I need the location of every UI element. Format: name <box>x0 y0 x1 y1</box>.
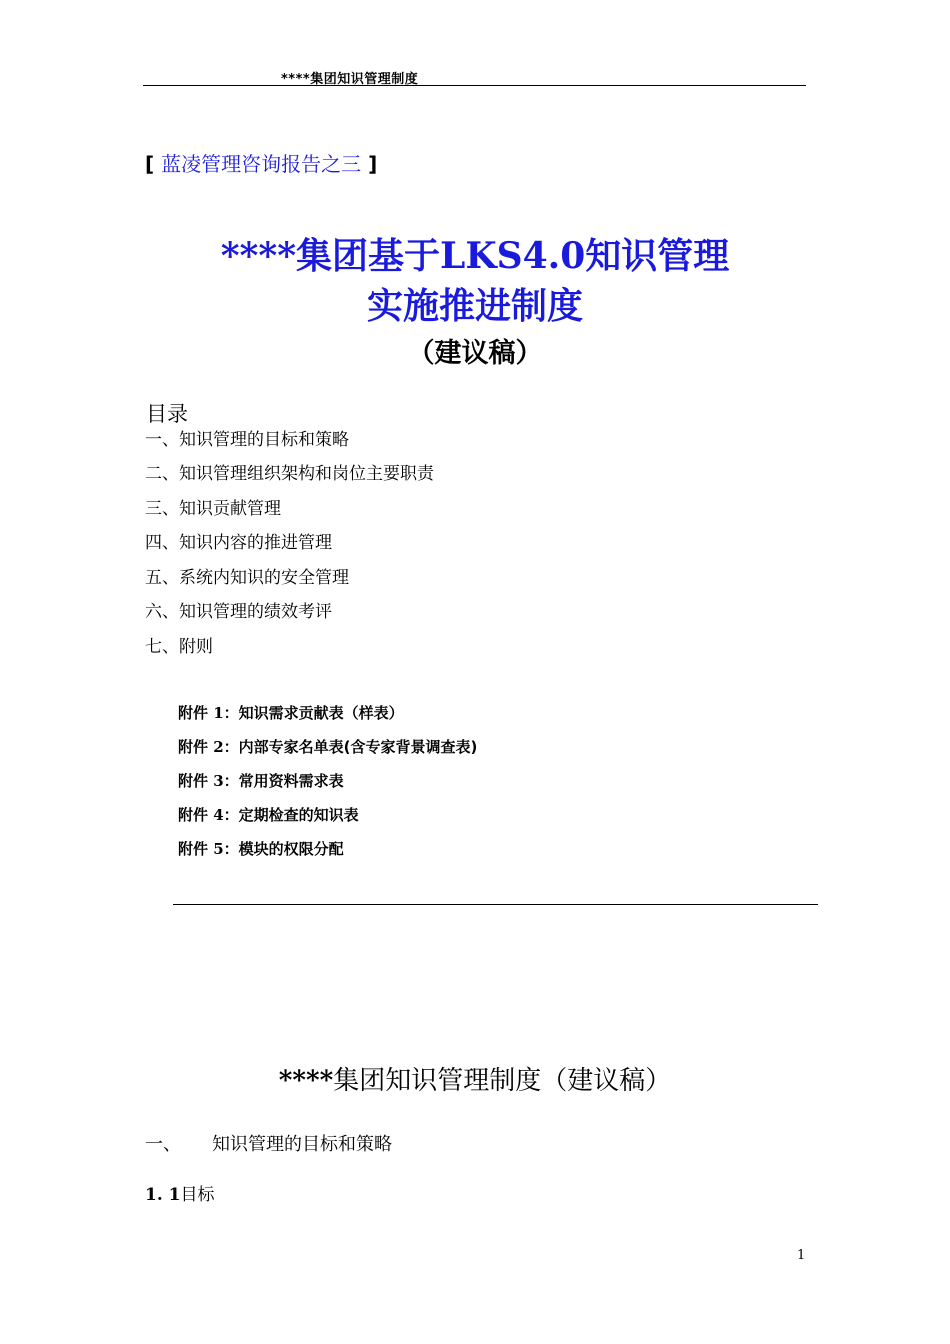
toc-item-2: 二、知识管理组织架构和岗位主要职责 <box>145 464 434 484</box>
toc-item-7: 七、附则 <box>145 637 213 657</box>
report-tag-name: 蓝凌管理咨询报告之三 <box>161 152 362 176</box>
main-title-stars: **** <box>278 1066 334 1096</box>
main-title <box>0 1060 950 1097</box>
section-number: 一、 <box>145 1134 181 1155</box>
document-title-line-1: ****集团基于LKS4.0知识管理 <box>220 235 730 277</box>
subsection-number: 1. 1 <box>145 1185 181 1205</box>
subsection-title: 目标 <box>180 1185 215 1205</box>
toc-item-6: 六、知识管理的绩效考评 <box>145 602 332 622</box>
annex-item-5 <box>178 838 344 859</box>
annex-item-2 <box>178 736 477 757</box>
report-tag <box>145 148 377 177</box>
section-divider <box>173 904 818 905</box>
page-number: 1 <box>797 1248 806 1263</box>
running-header: ****集团知识管理制度 <box>281 72 419 87</box>
subsection-heading <box>145 1180 215 1205</box>
annex-text: 定期检查的知识表 <box>238 806 359 824</box>
annex-label: 附件 3： <box>178 772 239 790</box>
annex-label: 附件 4： <box>178 806 239 824</box>
annex-text: 知识需求贡献表（样表） <box>238 704 404 722</box>
toc-item-4: 四、知识内容的推进管理 <box>145 533 332 553</box>
annex-label: 附件 1： <box>178 704 239 722</box>
annex-text: 模块的权限分配 <box>238 840 344 858</box>
toc-heading: 目录 <box>146 402 188 426</box>
document-title-line-2: 实施推进制度 <box>366 285 583 327</box>
document-subtitle: （建议稿） <box>407 338 543 369</box>
annex-label: 附件 2： <box>178 738 239 756</box>
toc-item-5: 五、系统内知识的安全管理 <box>145 568 349 588</box>
report-tag-open-bracket: [ <box>145 152 155 176</box>
toc-item-1: 一、知识管理的目标和策略 <box>145 430 349 450</box>
report-tag-close-bracket: ] <box>368 152 378 176</box>
toc-item-3: 三、知识贡献管理 <box>145 499 281 519</box>
section-title: 知识管理的目标和策略 <box>212 1134 392 1155</box>
main-title-text: 集团知识管理制度（建议稿） <box>333 1066 672 1096</box>
annex-label: 附件 5： <box>178 840 239 858</box>
header-divider <box>143 85 806 86</box>
annex-item-3 <box>178 770 344 791</box>
annex-text: 常用资料需求表 <box>238 772 344 790</box>
annex-item-4 <box>178 804 359 825</box>
annex-text: 内部专家名单表(含专家背景调查表) <box>238 738 478 756</box>
annex-item-1 <box>178 702 404 723</box>
